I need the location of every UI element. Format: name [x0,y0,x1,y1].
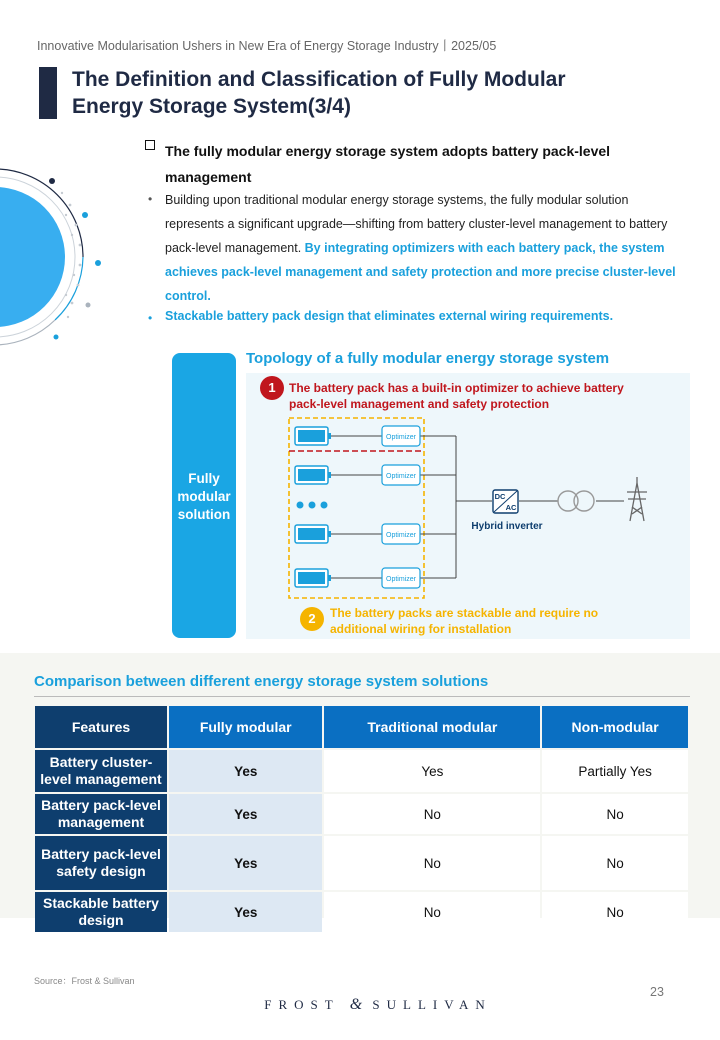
page-title-line1: The Definition and Classification of Fully Modular [72,68,566,91]
table-row [35,794,688,834]
traditional-modular-cell: No [324,892,540,932]
optimizer-box [382,426,420,446]
table-row [35,836,688,890]
optimizer-box [382,465,420,485]
page-number: 23 [650,985,664,999]
inverter-label: Hybrid inverter [471,521,543,532]
feature-cell: Battery pack-level safety design [35,836,167,890]
note-number-badge: 1 [260,376,284,400]
note-number-badge: 2 [300,607,324,631]
optimizer-box [382,524,420,544]
running-header: Innovative Modularisation Ushers in New Era of Energy Storage Industry丨2025/05 [37,39,497,53]
comparison-title: Comparison between different energy storage system solutions [34,673,489,690]
table-row [35,750,688,792]
ellipsis-dots-icon [297,502,328,509]
bullet-dot-icon: • [148,192,153,206]
feature-cell: Stackable battery design [35,892,167,932]
page-title [72,66,632,120]
inverter-icon [493,490,518,513]
decorative-circle-graphic [0,165,110,355]
battery-icon [295,427,331,445]
header-non-modular: Non-modular [542,706,688,748]
header-fully-modular: Fully modular [169,706,322,748]
traditional-modular-cell: Yes [324,750,540,792]
fully-modular-cell: Yes [169,892,322,932]
non-modular-cell: No [542,892,688,932]
optimizer-label: Optimizer [386,532,416,539]
fully-modular-cell: Yes [169,794,322,834]
optimizer-label: Optimizer [386,576,416,583]
header-features: Features [35,706,167,748]
topology-note-1: The battery pack has a built-in optimizer to achieve battery pack-level management and safety protection [289,381,624,411]
solution-label: Fully modular solution [177,471,231,522]
traditional-modular-cell: No [324,794,540,834]
section-heading: The fully modular energy storage system adopts battery pack-level management [165,143,611,185]
source-note: Source：Frost & Sullivan [34,976,135,986]
optimizer-label: Optimizer [386,473,416,480]
bullet-paragraph-2: Stackable battery pack design that eliminates external wiring requirements. [165,309,614,323]
non-modular-cell: No [542,794,688,834]
svg-text:DC: DC [494,492,506,501]
feature-cell: Battery cluster-level management [35,750,167,792]
optimizer-box [382,568,420,588]
topology-diagram [246,373,690,639]
battery-icon [295,466,331,484]
table-row [35,892,688,932]
bullet1-highlight: By integrating optimizers with each battery pack, the system achieves pack-level management and safety protection and more precise cluster-level control. [165,241,676,303]
divider [34,696,690,697]
page-title-line2: Energy Storage System(3/4) [72,95,351,118]
comparison-table [33,704,690,934]
header-traditional-modular: Traditional modular [324,706,540,748]
bullet1-text: Building upon traditional modular energy storage systems, the fully modular solution represents a significant upgrade—shifting from battery cluster-level management to battery pack-level management. [165,193,668,255]
bullet-dot-icon: • [148,311,153,325]
battery-icon [295,569,331,587]
title-accent-bar [39,67,57,119]
svg-text:AC: AC [505,503,517,512]
non-modular-cell: No [542,836,688,890]
feature-cell: Battery pack-level management [35,794,167,834]
traditional-modular-cell: No [324,836,540,890]
non-modular-cell: Partially Yes [542,750,688,792]
checkbox-square-icon [145,140,155,150]
optimizer-label: Optimizer [386,434,416,441]
transformer-icon [558,491,594,511]
frost-sullivan-logo: FROST & SULLIVAN [264,996,492,1013]
fully-modular-cell: Yes [169,836,322,890]
battery-icon [295,525,331,543]
table-header-row [35,706,688,748]
bullet-paragraph-1 [165,188,680,308]
fully-modular-cell: Yes [169,750,322,792]
power-tower-icon [627,477,647,521]
topology-note-2: The battery packs are stackable and require no additional wiring for installation [330,606,599,636]
topology-title: Topology of a fully modular energy storage system [246,350,610,367]
